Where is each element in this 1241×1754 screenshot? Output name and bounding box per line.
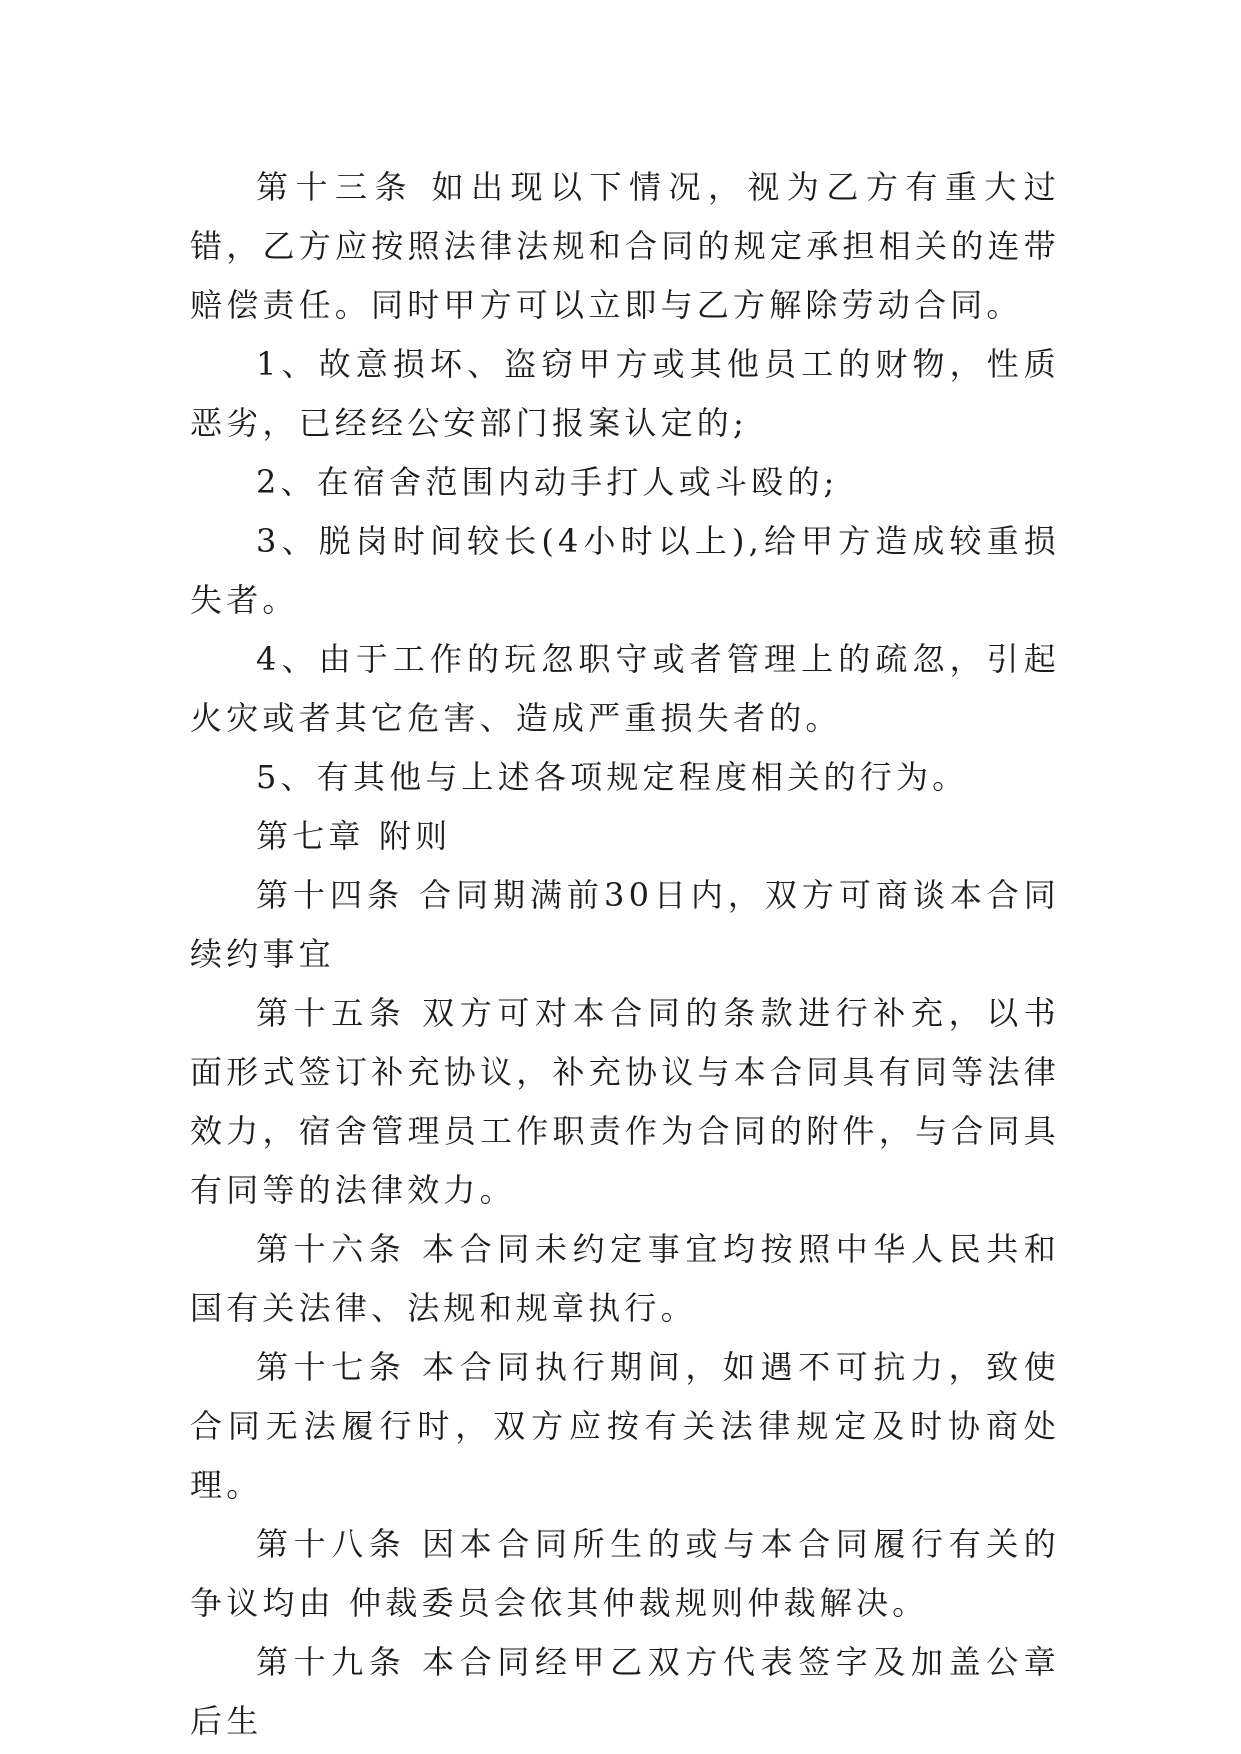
item-2-paragraph: 2、在宿舍范围内动手打人或斗殴的; bbox=[256, 463, 839, 501]
chapter-7-heading: 第七章 附则 bbox=[256, 817, 452, 855]
document-body bbox=[190, 158, 1060, 1751]
item-3-paragraph: 3、脱岗时间较长(4小时以上),给甲方造成较重损失者。 bbox=[190, 522, 1060, 619]
article-18-paragraph: 第十八条 因本合同所生的或与本合同履行有关的争议均由 仲裁委员会依其仲裁规则仲裁解决。 bbox=[190, 1525, 1060, 1622]
item-5-paragraph: 5、有其他与上述各项规定程度相关的行为。 bbox=[256, 758, 969, 796]
article-13-paragraph: 第十三条 如出现以下情况，视为乙方有重大过错，乙方应按照法律法规和合同的规定承担相关的连带赔偿责任。同时甲方可以立即与乙方解除劳动合同。 bbox=[190, 168, 1060, 324]
article-19-paragraph: 第十九条 本合同经甲乙双方代表签字及加盖公章后生 bbox=[190, 1643, 1060, 1740]
article-17-paragraph: 第十七条 本合同执行期间，如遇不可抗力，致使合同无法履行时，双方应按有关法律规定及时协商处理。 bbox=[190, 1348, 1060, 1504]
article-16-paragraph: 第十六条 本合同未约定事宜均按照中华人民共和国有关法律、法规和规章执行。 bbox=[190, 1230, 1060, 1327]
article-14-paragraph: 第十四条 合同期满前30日内，双方可商谈本合同续约事宜 bbox=[190, 876, 1060, 973]
article-15-paragraph: 第十五条 双方可对本合同的条款进行补充，以书面形式签订补充协议，补充协议与本合同具有同等法律效力，宿舍管理员工作职责作为合同的附件，与合同具有同等的法律效力。 bbox=[190, 994, 1060, 1209]
item-4-paragraph: 4、由于工作的玩忽职守或者管理上的疏忽，引起火灾或者其它危害、造成严重损失者的。 bbox=[190, 640, 1060, 737]
item-1-paragraph: 1、故意损坏、盗窃甲方或其他员工的财物，性质恶劣，已经经公安部门报案认定的; bbox=[190, 345, 1060, 442]
